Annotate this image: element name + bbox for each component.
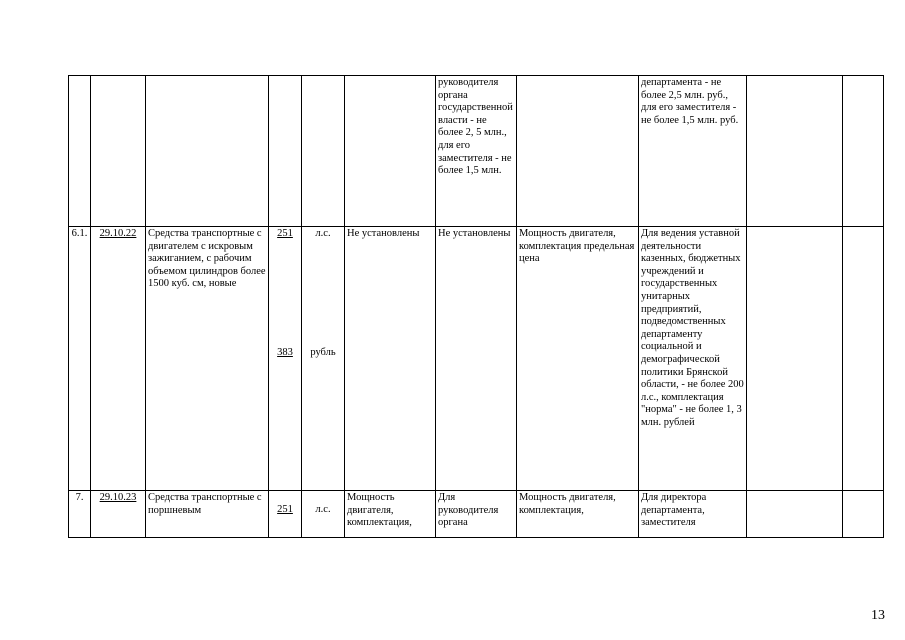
row-number <box>69 76 91 227</box>
characteristic-cell: Не установлены <box>345 227 436 491</box>
okei-code: 251 <box>269 491 302 538</box>
approved-value-cell: Для ведения уставной деятельности казенных, бюджетных учреждений и государственных унитарных предприятий, подведомственных департаменту социальной и демографической политики Брянской области, - не более 200 л.с., комплектация "норма" - не более 1, 3 млн. рублей <box>639 227 747 491</box>
empty-cell <box>843 76 884 227</box>
empty-cell <box>747 491 843 538</box>
item-name <box>146 76 269 227</box>
table-row <box>69 491 884 538</box>
characteristic-cell-2: Мощность двигателя, комплектация предельная цена <box>517 227 639 491</box>
empty-cell <box>843 491 884 538</box>
unit-name <box>302 76 345 227</box>
empty-cell <box>843 227 884 491</box>
characteristic-cell-2: Мощность двигателя, комплектация, <box>517 491 639 538</box>
row-number: 7. <box>69 491 91 538</box>
authority-value-cell: руководителя органа государственной власти - не более 2, 5 млн., для его заместителя - не более 1,5 млн. <box>436 76 517 227</box>
characteristic-cell-2 <box>517 76 639 227</box>
approved-value-cell: Для директора департамента, заместителя <box>639 491 747 538</box>
item-name: Средства транспортные с поршневым <box>146 491 269 538</box>
okei-code: 251 383 <box>269 227 302 491</box>
okei-code <box>269 76 302 227</box>
item-name: Средства транспортные с двигателем с искровым зажиганием, с рабочим объемом цилиндров более 1500 куб. см, новые <box>146 227 269 491</box>
authority-value-cell: Не установлены <box>436 227 517 491</box>
unit-name: л.с. рубль <box>302 227 345 491</box>
okpd-code <box>91 76 146 227</box>
empty-cell <box>747 76 843 227</box>
requirements-table <box>68 75 884 538</box>
okpd-code: 29.10.23 <box>91 491 146 538</box>
characteristic-cell: Мощность двигателя, комплектация, <box>345 491 436 538</box>
table-row <box>69 76 884 227</box>
authority-value-cell: Для руководителя органа <box>436 491 517 538</box>
row-number: 6.1. <box>69 227 91 491</box>
table-row <box>69 227 884 491</box>
characteristic-cell <box>345 76 436 227</box>
okpd-code: 29.10.22 <box>91 227 146 491</box>
approved-value-cell: департамента - не более 2,5 млн. руб., для его заместителя - не более 1,5 млн. руб. <box>639 76 747 227</box>
empty-cell <box>747 227 843 491</box>
unit-name: л.с. <box>302 491 345 538</box>
page-number: 13 <box>871 608 885 623</box>
